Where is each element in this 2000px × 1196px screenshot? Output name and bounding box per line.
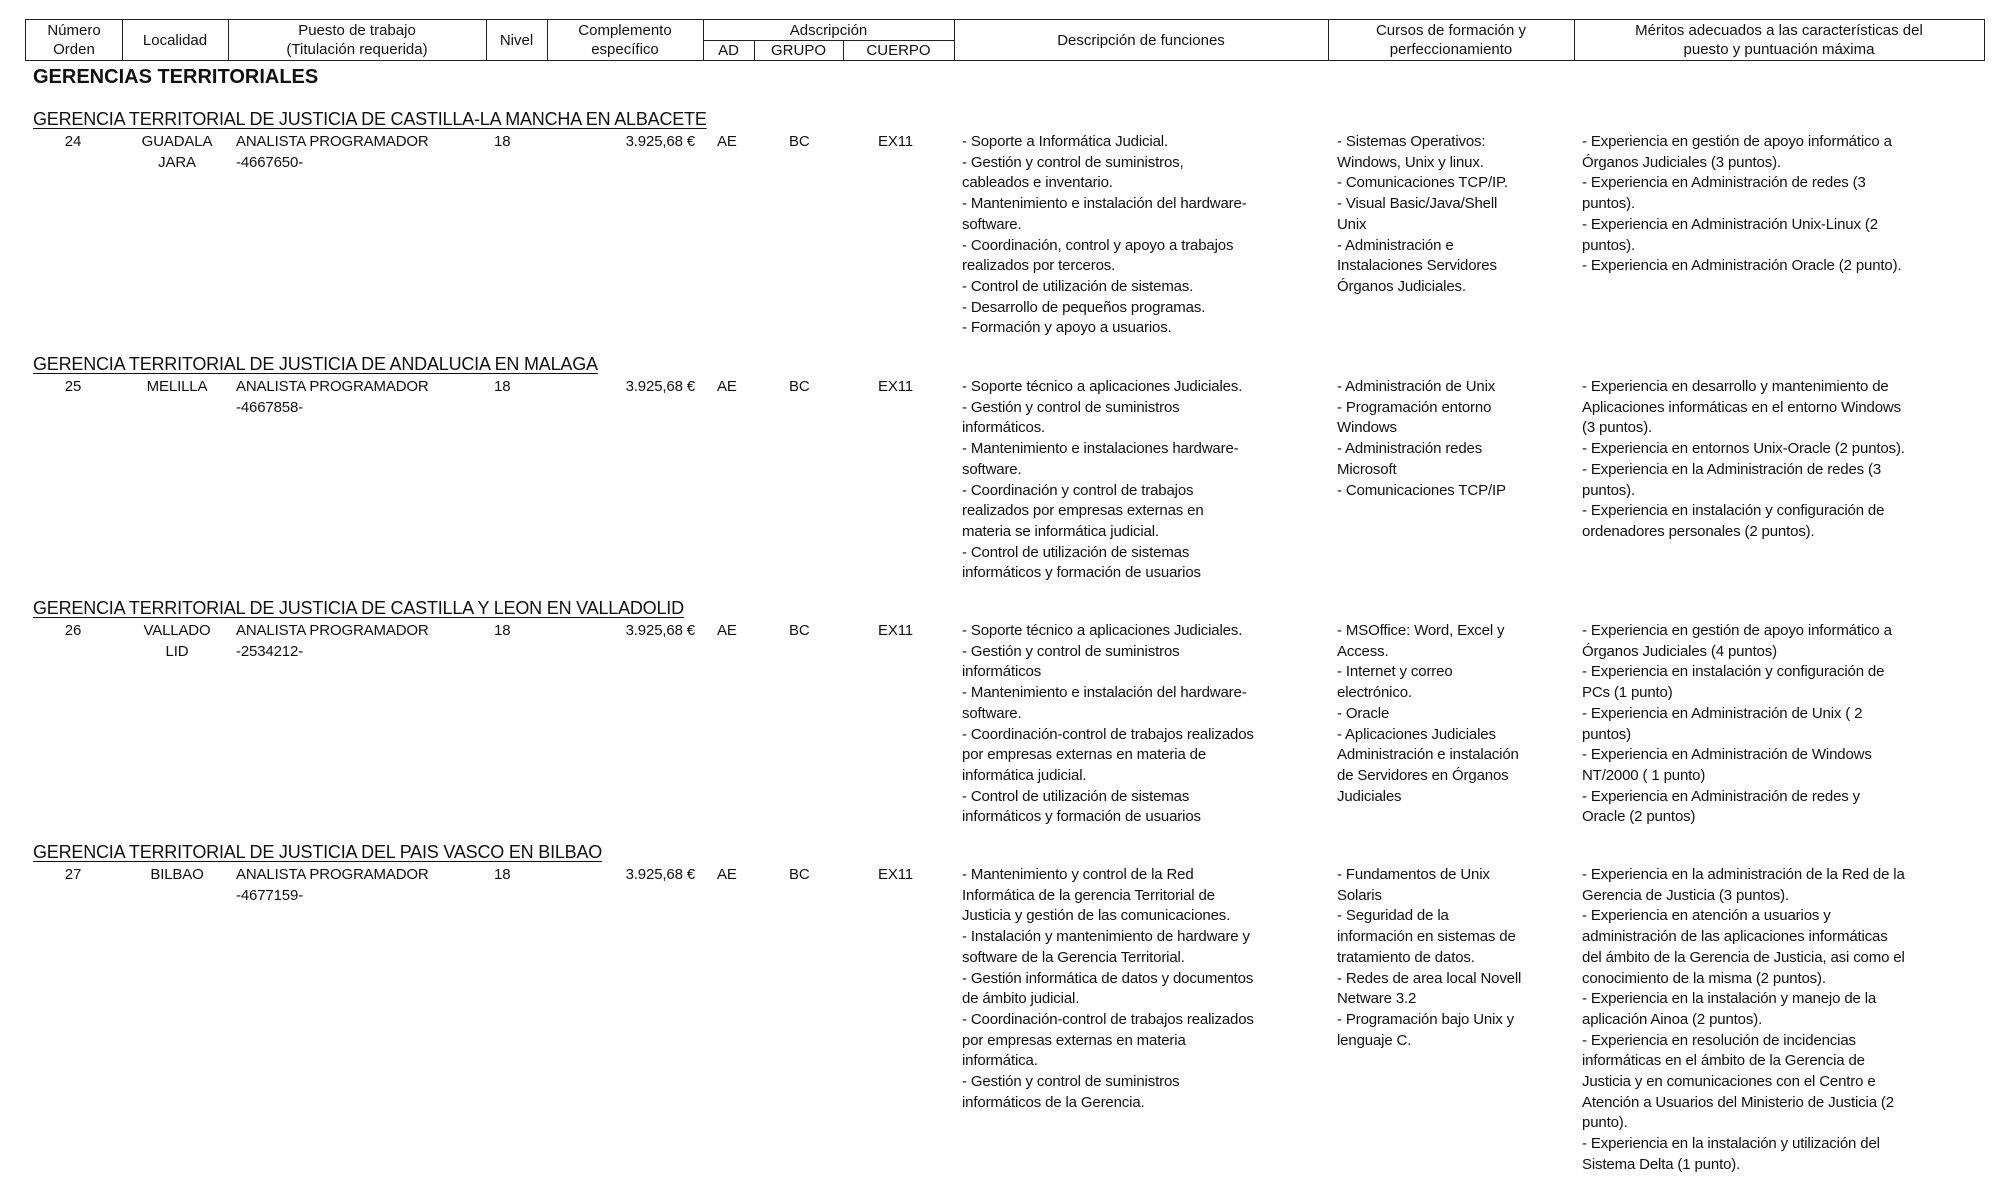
- meritos-line: PCs (1 punto): [1582, 684, 1673, 702]
- cursos-line: Microsoft: [1337, 460, 1397, 478]
- descripcion-line: realizados por empresas externas en: [962, 502, 1204, 520]
- adscripcion-ad: AE: [717, 622, 737, 639]
- numero-orden: 27: [64, 866, 82, 883]
- cursos-line: tratamiento de datos.: [1337, 948, 1475, 966]
- meritos-line: - Experiencia en instalación y configuración de: [1582, 502, 1885, 520]
- meritos-line: ordenadores personales (2 puntos).: [1582, 522, 1815, 540]
- meritos-line: NT/2000 ( 1 punto): [1582, 766, 1706, 784]
- descripcion-line: - Coordinación-control de trabajos realizados: [962, 1010, 1254, 1028]
- section-title: GERENCIA TERRITORIAL DE JUSTICIA DE CASTILLA Y LEON EN VALLADOLID: [33, 598, 684, 618]
- cursos-line: - Fundamentos de Unix: [1337, 866, 1490, 883]
- meritos-line: puntos).: [1582, 236, 1635, 254]
- descripcion-line: - Control de utilización de sistemas.: [962, 277, 1194, 295]
- adscripcion-ad: AE: [717, 133, 737, 150]
- header-adscripcion: Adscripción: [789, 21, 868, 39]
- meritos-line: - Experiencia en entornos Unix-Oracle (2 puntos).: [1582, 440, 1905, 458]
- descripcion-line: - Mantenimiento e instalaciones hardware-: [962, 440, 1239, 458]
- header-numero-orden: [26, 20, 122, 60]
- descripcion-line: cableados e inventario.: [962, 174, 1113, 192]
- descripcion-line: - Coordinación, control y apoyo a trabajos: [962, 236, 1234, 254]
- meritos-line: - Experiencia en instalación y configuración de: [1582, 663, 1885, 681]
- adscripcion-grupo: BC: [789, 133, 810, 150]
- meritos-line: - Experiencia en la administración de la Red de la: [1582, 866, 1905, 883]
- localidad: VALLADO: [143, 622, 211, 639]
- cursos-line: - Administración de Unix: [1337, 378, 1496, 395]
- meritos-line: - Experiencia en Administración Oracle (2 punto).: [1582, 257, 1902, 275]
- nivel: 18: [494, 133, 511, 150]
- meritos-line: - Experiencia en Administración Unix-Linux (2: [1582, 215, 1878, 233]
- numero-orden: 24: [64, 133, 82, 150]
- header-grupo: GRUPO: [770, 41, 826, 59]
- meritos-line: informáticas en el ámbito de la Gerencia de: [1582, 1052, 1865, 1070]
- puesto-codigo: -4667858-: [236, 398, 304, 416]
- header-localidad: Localidad: [142, 31, 208, 49]
- meritos-line: (3 puntos).: [1582, 419, 1653, 437]
- numero-orden: 25: [64, 378, 82, 395]
- puesto-codigo: -4667650-: [236, 153, 304, 171]
- cursos-line: - Programación entorno: [1337, 398, 1492, 416]
- descripcion-line: - Control de utilización de sistemas: [962, 787, 1190, 805]
- puesto-trabajo: ANALISTA PROGRAMADOR: [236, 866, 429, 883]
- nivel: 18: [494, 378, 511, 395]
- cursos-line: información en sistemas de: [1337, 928, 1516, 946]
- descripcion-line: informáticos: [962, 663, 1042, 681]
- meritos-line: - Experiencia en Administración de redes y: [1582, 787, 1861, 805]
- localidad: GUADALA: [141, 133, 213, 150]
- meritos-line: aplicación Ainoa (2 puntos).: [1582, 1010, 1763, 1028]
- header-cuerpo: CUERPO: [866, 41, 931, 59]
- header-nivel: Nivel: [499, 31, 534, 49]
- header-meritos: [1574, 20, 1984, 60]
- descripcion-line: - Mantenimiento y control de la Red: [962, 866, 1194, 883]
- descripcion-line: software.: [962, 704, 1022, 722]
- adscripcion-cuerpo: EX11: [878, 866, 913, 883]
- cursos-line: Windows, Unix y linux.: [1337, 153, 1484, 171]
- cursos-line: Windows: [1337, 419, 1397, 437]
- meritos-line: - Experiencia en gestión de apoyo informático a: [1582, 133, 1892, 150]
- meritos-line: puntos).: [1582, 195, 1635, 213]
- descripcion-line: - Gestión y control de suministros: [962, 398, 1180, 416]
- adscripcion-cuerpo: EX11: [878, 378, 913, 395]
- localidad: JARA: [158, 153, 196, 171]
- header-label: Complemento: [578, 22, 672, 39]
- cursos-line: - Seguridad de la: [1337, 907, 1449, 925]
- cursos-line: Administración e instalación: [1337, 746, 1519, 764]
- cursos-line: - Comunicaciones TCP/IP: [1337, 481, 1506, 499]
- puesto-trabajo: ANALISTA PROGRAMADOR: [236, 133, 429, 150]
- adscripcion-cuerpo: EX11: [878, 133, 913, 150]
- section-title: GERENCIA TERRITORIAL DE JUSTICIA DE CASTILLA-LA MANCHA EN ALBACETE: [33, 109, 707, 129]
- localidad: BILBAO: [150, 866, 204, 883]
- complemento-especifico: 3.925,68 €: [625, 622, 695, 639]
- meritos-line: administración de las aplicaciones informáticas: [1582, 928, 1888, 946]
- meritos-line: del ámbito de la Gerencia de Justicia, asi como el: [1582, 948, 1905, 966]
- header-label: Número: [47, 22, 101, 39]
- cursos-line: Access.: [1337, 642, 1389, 660]
- descripcion-line: - Mantenimiento e instalación del hardware-: [962, 195, 1247, 213]
- descripcion-line: - Formación y apoyo a usuarios.: [962, 319, 1172, 337]
- cursos-line: de Servidores en Órganos: [1337, 766, 1509, 784]
- adscripcion-grupo: BC: [789, 622, 810, 639]
- descripcion-line: - Mantenimiento e instalación del hardware-: [962, 684, 1247, 702]
- cursos-line: Instalaciones Servidores: [1337, 257, 1497, 275]
- meritos-line: - Experiencia en la Administración de redes (3: [1582, 460, 1882, 478]
- meritos-line: - Experiencia en desarrollo y mantenimiento de: [1582, 378, 1889, 395]
- puesto-codigo: -2534212-: [236, 642, 304, 660]
- descripcion-line: - Gestión y control de suministros,: [962, 153, 1184, 171]
- descripcion-line: - Gestión informática de datos y documentos: [962, 969, 1254, 987]
- descripcion-line: - Coordinación y control de trabajos: [962, 481, 1194, 499]
- puesto-trabajo: ANALISTA PROGRAMADOR: [236, 622, 429, 639]
- section-title: GERENCIA TERRITORIAL DE JUSTICIA DE ANDALUCIA EN MALAGA: [33, 354, 598, 374]
- meritos-line: puntos): [1582, 725, 1631, 743]
- meritos-line: punto).: [1582, 1114, 1628, 1132]
- header-label: Orden: [53, 41, 95, 58]
- meritos-line: Atención a Usuarios del Ministerio de Justicia (2: [1582, 1093, 1894, 1111]
- meritos-line: conocimiento de la misma (2 puntos).: [1582, 969, 1826, 987]
- meritos-line: Órganos Judiciales (3 puntos).: [1582, 153, 1781, 171]
- header-puesto: [228, 20, 486, 60]
- meritos-line: Aplicaciones informáticas en el entorno Windows: [1582, 398, 1901, 416]
- header-label: Méritos adecuados a las características del: [1635, 22, 1923, 39]
- meritos-line: Sistema Delta (1 punto).: [1582, 1155, 1741, 1173]
- meritos-line: Órganos Judiciales (4 puntos): [1582, 642, 1777, 660]
- descripcion-line: por empresas externas en materia de: [962, 746, 1207, 764]
- meritos-line: - Experiencia en Administración de Unix ( 2: [1582, 704, 1863, 722]
- meritos-line: - Experiencia en resolución de incidencias: [1582, 1031, 1856, 1049]
- nivel: 18: [494, 866, 511, 883]
- cursos-line: Netware 3.2: [1337, 990, 1417, 1008]
- descripcion-line: - Gestión y control de suministros: [962, 642, 1180, 660]
- cursos-line: - Aplicaciones Judiciales: [1337, 725, 1496, 743]
- descripcion-line: - Soporte técnico a aplicaciones Judiciales.: [962, 622, 1243, 639]
- puesto-codigo: -4677159-: [236, 886, 304, 904]
- cursos-line: - Comunicaciones TCP/IP.: [1337, 174, 1508, 192]
- descripcion-line: - Control de utilización de sistemas: [962, 543, 1190, 561]
- descripcion-line: realizados por terceros.: [962, 257, 1116, 275]
- section-title: GERENCIA TERRITORIAL DE JUSTICIA DEL PAIS VASCO EN BILBAO: [33, 842, 603, 862]
- cursos-line: - Visual Basic/Java/Shell: [1337, 195, 1498, 213]
- descripcion-line: informática judicial.: [962, 766, 1087, 784]
- header-complemento: [547, 20, 703, 60]
- numero-orden: 26: [64, 622, 82, 639]
- descripcion-line: informáticos de la Gerencia.: [962, 1093, 1145, 1111]
- descripcion-line: - Soporte técnico a aplicaciones Judiciales.: [962, 378, 1243, 395]
- header-cursos: [1328, 20, 1574, 60]
- adscripcion-cuerpo: EX11: [878, 622, 913, 639]
- cursos-line: - Oracle: [1337, 704, 1390, 722]
- cursos-line: - Redes de area local Novell: [1337, 969, 1522, 987]
- puesto-trabajo: ANALISTA PROGRAMADOR: [236, 378, 429, 395]
- cursos-line: electrónico.: [1337, 684, 1412, 702]
- cursos-line: - Sistemas Operativos:: [1337, 133, 1486, 150]
- descripcion-line: informáticos y formación de usuarios: [962, 808, 1201, 826]
- descripcion-line: - Coordinación-control de trabajos realizados: [962, 725, 1254, 743]
- cursos-line: Judiciales: [1337, 787, 1402, 805]
- cursos-line: - Internet y correo: [1337, 663, 1453, 681]
- header-label: Cursos de formación y: [1375, 22, 1527, 39]
- cursos-line: Unix: [1337, 215, 1367, 233]
- complemento-especifico: 3.925,68 €: [625, 133, 695, 150]
- descripcion-line: - Soporte a Informática Judicial.: [962, 133, 1168, 150]
- cursos-line: - Administración e: [1337, 236, 1454, 254]
- complemento-especifico: 3.925,68 €: [625, 378, 695, 395]
- meritos-line: - Experiencia en la instalación y manejo de la: [1582, 990, 1877, 1008]
- table-header: [25, 19, 1985, 61]
- meritos-line: Justicia y en comunicaciones con el Centro e: [1582, 1073, 1876, 1090]
- cursos-line: - Programación bajo Unix y: [1337, 1010, 1515, 1028]
- page-heading: GERENCIAS TERRITORIALES: [33, 66, 319, 88]
- cursos-line: - MSOffice: Word, Excel y: [1337, 622, 1505, 639]
- header-label: Puesto de trabajo: [298, 22, 416, 39]
- descripcion-line: - Desarrollo de pequeños programas.: [962, 298, 1206, 316]
- adscripcion-ad: AE: [717, 378, 737, 395]
- cursos-line: Órganos Judiciales.: [1337, 277, 1466, 295]
- meritos-line: - Experiencia en la instalación y utilización del: [1582, 1135, 1880, 1153]
- meritos-line: - Experiencia en gestión de apoyo informático a: [1582, 622, 1892, 639]
- nivel: 18: [494, 622, 511, 639]
- meritos-line: - Experiencia en Administración de Windows: [1582, 746, 1872, 764]
- descripcion-line: informáticos.: [962, 419, 1046, 437]
- descripcion-line: Informática de la gerencia Territorial de: [962, 886, 1215, 904]
- descripcion-line: informática.: [962, 1052, 1038, 1070]
- complemento-especifico: 3.925,68 €: [625, 866, 695, 883]
- descripcion-line: - Gestión y control de suministros: [962, 1073, 1180, 1090]
- descripcion-line: - Instalación y mantenimiento de hardware y: [962, 928, 1250, 946]
- header-label: (Titulación requerida): [286, 41, 428, 58]
- descripcion-line: por empresas externas en materia: [962, 1031, 1186, 1049]
- descripcion-line: de ámbito judicial.: [962, 990, 1080, 1008]
- meritos-line: Oracle (2 puntos): [1582, 808, 1696, 826]
- cursos-line: lenguaje C.: [1337, 1031, 1412, 1049]
- header-label: específico: [591, 41, 659, 58]
- meritos-line: Gerencia de Justicia (3 puntos).: [1582, 886, 1789, 904]
- cursos-line: Solaris: [1337, 886, 1382, 904]
- cursos-line: - Administración redes: [1337, 440, 1483, 458]
- descripcion-line: Justicia y gestión de las comunicaciones.: [962, 907, 1231, 925]
- descripcion-line: informáticos y formación de usuarios: [962, 564, 1201, 582]
- localidad: MELILLA: [146, 378, 208, 395]
- meritos-line: - Experiencia en atención a usuarios y: [1582, 907, 1831, 925]
- header-descripcion: Descripción de funciones: [1057, 31, 1225, 49]
- meritos-line: - Experiencia en Administración de redes (3: [1582, 174, 1866, 192]
- descripcion-line: software.: [962, 215, 1022, 233]
- header-label: perfeccionamiento: [1389, 41, 1513, 58]
- header-ad: AD: [718, 41, 739, 59]
- descripcion-line: software.: [962, 460, 1022, 478]
- meritos-line: puntos).: [1582, 481, 1635, 499]
- descripcion-line: materia se informática judicial.: [962, 522, 1159, 540]
- localidad: LID: [165, 642, 189, 660]
- adscripcion-grupo: BC: [789, 866, 810, 883]
- descripcion-line: software de la Gerencia Territorial.: [962, 948, 1185, 966]
- adscripcion-ad: AE: [717, 866, 737, 883]
- adscripcion-grupo: BC: [789, 378, 810, 395]
- header-label: puesto y puntuación máxima: [1683, 41, 1875, 58]
